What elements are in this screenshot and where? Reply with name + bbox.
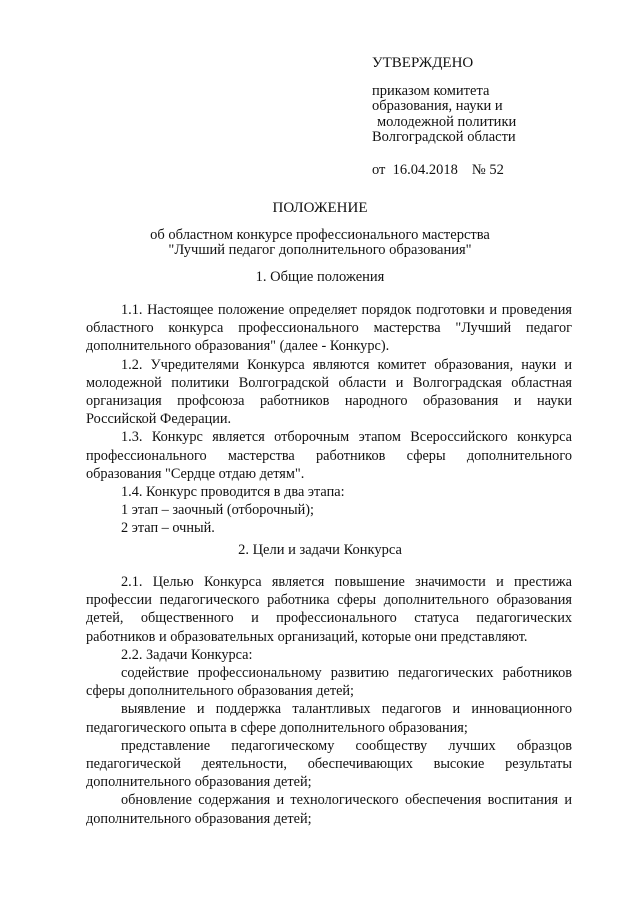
order-date-line (372, 163, 622, 179)
paragraph: 2 этап – очный. (121, 520, 215, 537)
paragraph: 1 этап – заочный (отборочный); (121, 502, 314, 519)
approved-label: УТВЕРЖДЕНО (372, 55, 474, 71)
order-line: Волгоградской области (372, 129, 516, 145)
section-heading: 1. Общие положения (255, 269, 385, 285)
order-date: 16.04.2018 (392, 161, 458, 178)
paragraph: 1.2. Учредителями Конкурса являются комитет образования, науки и молодежной политики Волгоградской области и Волгоградская областная организация профсоюза работников народного образования и науки Российской Федерации. (86, 356, 572, 428)
section-1-body (86, 301, 572, 538)
paragraph: 1.3. Конкурс является отборочным этапом Всероссийского конкурса профессионального мастерства работников сферы дополнительного образования "Сердце отдаю детям". (86, 429, 572, 482)
paragraph: представление педагогическому сообществу лучших образцов педагогической деятельности, обеспечивающих высокие результаты дополнительного образования детей; (86, 737, 572, 791)
paragraph: содействие профессиональному развитию педагогических работников сферы дополнительного образования детей; (86, 665, 572, 700)
order-number: № 52 (471, 161, 504, 178)
paragraph: обновление содержания и технологического обеспечения воспитания и дополнительного образования детей; (86, 792, 572, 827)
paragraph: 2.2. Задачи Конкурса: (121, 646, 253, 663)
order-line: приказом комитета (372, 82, 490, 99)
date-prefix: от (372, 161, 386, 178)
subtitle-line: об областном конкурсе профессионального мастерства (150, 227, 490, 243)
document-title: ПОЛОЖЕНИЕ (272, 200, 368, 216)
document-subtitle (0, 228, 640, 258)
paragraph: выявление и поддержка талантливых педагогов и инновационного педагогического опыта в сфере дополнительного образования; (86, 701, 572, 736)
paragraph: 1.4. Конкурс проводится в два этапа: (121, 484, 345, 501)
section-2-body (86, 573, 572, 828)
paragraph: 1.1. Настоящее положение определяет порядок подготовки и проведения областного конкурса профессионального мастерства "Лучший педагог дополнительного образования" (далее - Конкурс). (86, 302, 572, 355)
order-line: образования, науки и (372, 98, 503, 114)
subtitle-line: "Лучший педагог дополнительного образования" (168, 242, 472, 258)
paragraph: 2.1. Целью Конкурса является повышение значимости и престижа профессии педагогического работника сферы дополнительного образования детей, общественного и профессионального статуса педагогических работников и образовательных организаций, которые они представляют. (86, 574, 572, 645)
section-heading: 2. Цели и задачи Конкурса (238, 542, 402, 558)
order-line: молодежной политики (377, 113, 517, 130)
approval-stamp (372, 56, 622, 178)
